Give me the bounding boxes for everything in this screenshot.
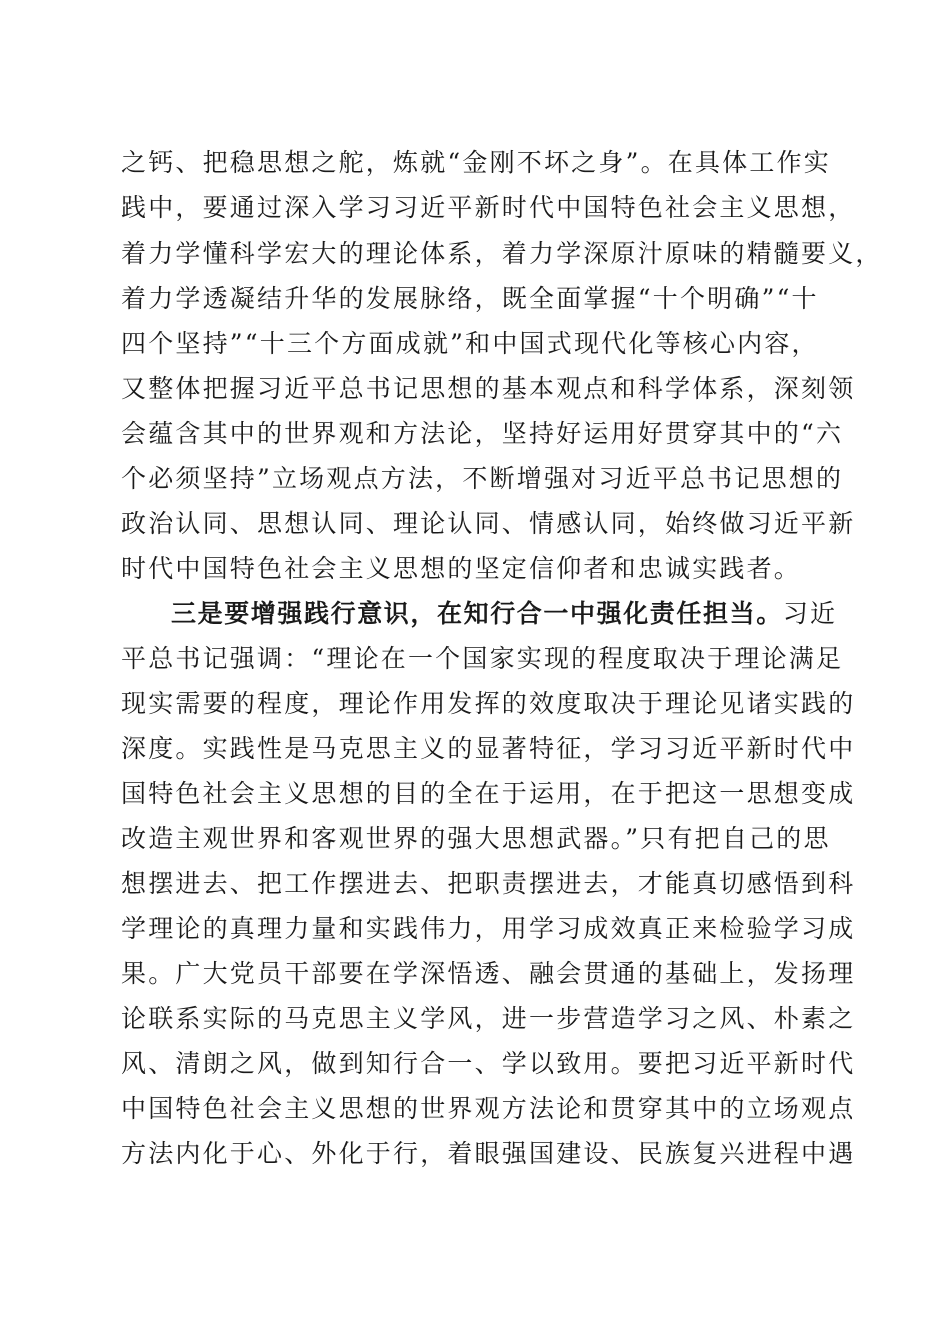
text-line: 时代中国特色社会主义思想的坚定信仰者和忠诚实践者。 <box>121 554 802 583</box>
text-line: 践中，要通过深入学习习近平新时代中国特色社会主义思想， <box>121 193 856 222</box>
text-line: 着力学透凝结升华的发展脉络，既全面掌握“十个明确”“十 <box>121 284 819 313</box>
text-line <box>171 594 838 634</box>
text-line: 之钙、把稳思想之舵，炼就“金刚不坏之身”。在具体工作实 <box>121 148 831 177</box>
text-line: 个必须坚持”立场观点方法，不断增强对习近平总书记思想的 <box>121 464 844 493</box>
text-line: 国特色社会主义思想的目的全在于运用，在于把这一思想变成 <box>121 779 856 808</box>
text-line: 现实需要的程度，理论作用发挥的效度取决于理论见诸实践的 <box>121 689 856 718</box>
text-line: 方法内化于心、外化于行，着眼强国建设、民族复兴进程中遇 <box>121 1139 856 1168</box>
text-line: 学理论的真理力量和实践伟力，用学习成效真正来检验学习成 <box>121 914 856 943</box>
heading-continuation: 习近 <box>782 599 838 628</box>
text-line: 风、清朗之风，做到知行合一、学以致用。要把习近平新时代 <box>121 1049 856 1078</box>
text-line: 着力学懂科学宏大的理论体系，着力学深原汁原味的精髓要义， <box>121 239 883 268</box>
section-heading: 三是要增强践行意识，在知行合一中强化责任担当。 <box>171 599 783 628</box>
text-line: 政治认同、思想认同、理论认同、情感认同，始终做习近平新 <box>121 509 856 538</box>
text-line: 改造主观世界和客观世界的强大思想武器。”只有把自己的思 <box>121 824 831 853</box>
text-line: 果。广大党员干部要在学深悟透、融会贯通的基础上，发扬理 <box>121 959 856 988</box>
text-line: 深度。实践性是马克思主义的显著特征，学习习近平新时代中 <box>121 734 856 763</box>
text-line: 想摆进去、把工作摆进去、把职责摆进去，才能真切感悟到科 <box>121 869 856 898</box>
text-line: 论联系实际的马克思主义学风，进一步营造学习之风、朴素之 <box>121 1004 856 1033</box>
text-line: 四个坚持”“十三个方面成就”和中国式现代化等核心内容， <box>121 329 819 358</box>
text-line: 会蕴含其中的世界观和方法论，坚持好运用好贯穿其中的“六 <box>121 419 844 448</box>
text-line: 又整体把握习近平总书记思想的基本观点和科学体系，深刻领 <box>121 374 856 403</box>
text-line: 中国特色社会主义思想的世界观方法论和贯穿其中的立场观点 <box>121 1094 856 1123</box>
text-line: 平总书记强调：“理论在一个国家实现的程度取决于理论满足 <box>121 644 844 673</box>
